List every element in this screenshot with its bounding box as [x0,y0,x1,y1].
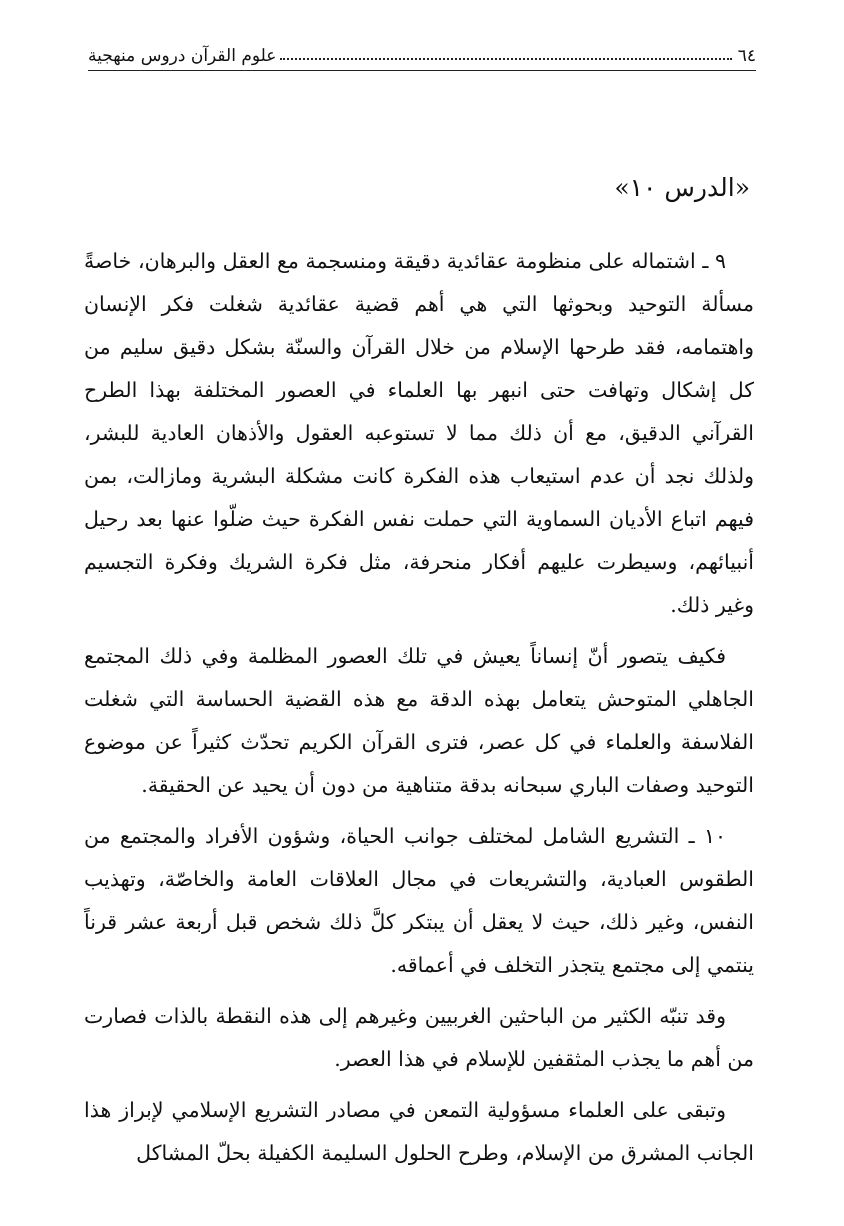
paragraph-tawhid-question: فكيف يتصور أنّ إنساناً يعيش في تلك العصور المظلمة وفي ذلك المجتمع الجاهلي المتوحش يتعامل بهذه الدقة مع هذه القضية الحساسة التي شغلت الفلاسفة والعلماء في كل عصر، فترى القرآن الكريم تحدّث كثيراً عن موضوع التوحيد وصفات الباري سبحانه بدقة متناهية من دون أن يحيد عن الحقيقة. [84,644,754,797]
lesson-title: «الدرس ١٠» [614,173,750,202]
book-title: علوم القرآن دروس منهجية [88,46,277,66]
paragraph-scholars-responsibility: وتبقى على العلماء مسؤولية التمعن في مصادر التشريع الإسلامي لإبراز هذا الجانب المشرق من الإسلام، وطرح الحلول السليمة الكفيلة بحلّ المشاكل [84,1098,754,1165]
paragraph-western-scholars: وقد تنبّه الكثير من الباحثين الغربيين وغيرهم إلى هذه النقطة بالذات فصارت من أهم ما يجذب المثقفين للإسلام في هذا العصر. [84,1004,754,1071]
leader-dots [280,58,731,60]
paragraph-point-9: ٩ ـ اشتماله على منظومة عقائدية دقيقة ومنسجمة مع العقل والبرهان، خاصةً مسألة التوحيد وبحوثها التي هي أهم قضية عقائدية شغلت فكر الإنسان واهتمامه، فقد طرحها الإسلام من خلال القرآن والسنّة بشكل دقيق سليم من كل إشكال وتهافت حتى انبهر بها العلماء في العصور المختلفة بهذا الطرح القرآني الدقيق، مع أن ذلك مما لا تستوعبه العقول والأذهان العادية للبشر، ولذلك نجد أن عدم استيعاب هذه الفكرة كانت مشكلة البشرية ومازالت، بمن فيهم اتباع الأديان السماوية التي حملت نفس الفكرة حيث ضلّوا عنها بعد رحيل أنبيائهم، وسيطرت عليهم أفكار منحرفة، مثل فكرة الشريك وفكرة التجسيم وغير ذلك. [84,249,754,617]
page-number: ٦٤ [737,46,756,66]
header-rule [88,70,756,71]
body-text [84,240,754,1183]
running-header [88,36,756,66]
paragraph-point-10: ١٠ ـ التشريع الشامل لمختلف جوانب الحياة، وشؤون الأفراد والمجتمع من الطقوس العبادية، والتشريعات في مجال العلاقات العامة والخاصّة، وتهذيب النفس، وغير ذلك، حيث لا يعقل أن يبتكر كلَّ ذلك شخص قبل أربعة عشر قرناً ينتمي إلى مجتمع يتجذر التخلف في أعماقه. [84,824,754,977]
